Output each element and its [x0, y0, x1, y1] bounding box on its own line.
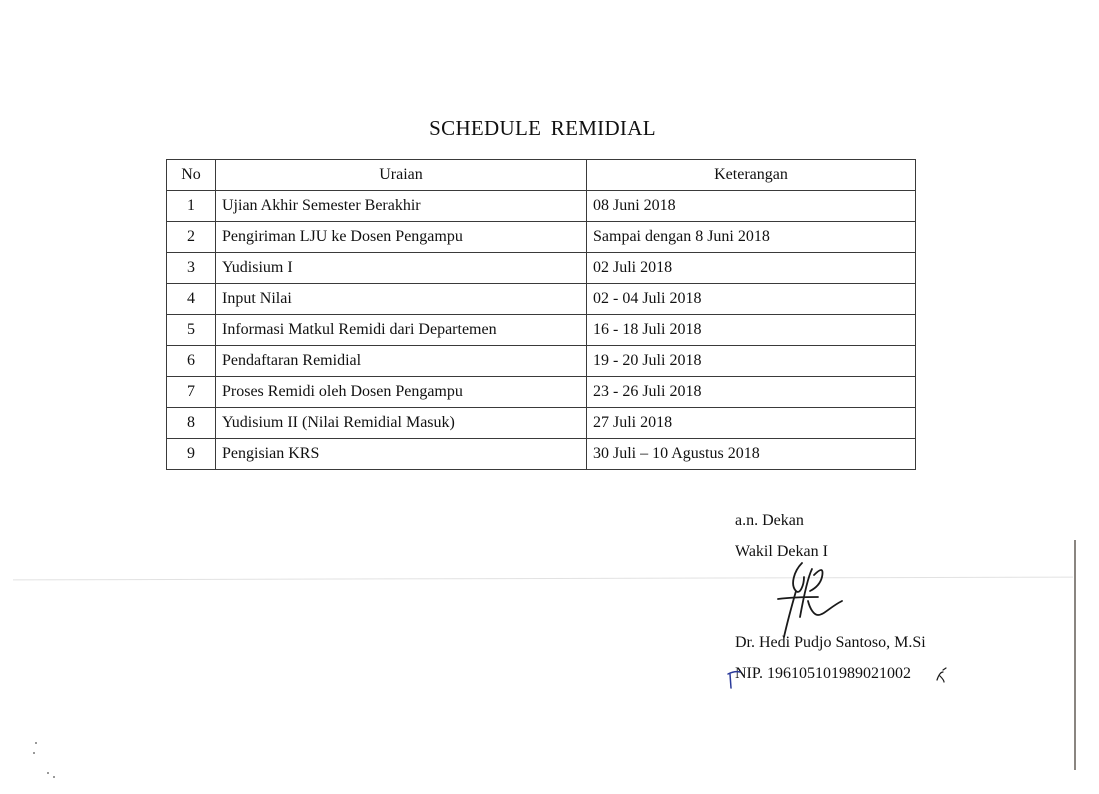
schedule-table [166, 159, 916, 470]
scan-speck [47, 772, 49, 774]
cell-no: 2 [167, 222, 216, 253]
cell-keterangan: 19 - 20 Juli 2018 [587, 346, 916, 377]
cell-no: 9 [167, 439, 216, 470]
cell-no: 1 [167, 191, 216, 222]
table-row [167, 377, 916, 408]
cell-keterangan: 02 Juli 2018 [587, 253, 916, 284]
table-row [167, 346, 916, 377]
cell-keterangan: Sampai dengan 8 Juni 2018 [587, 222, 916, 253]
header-keterangan: Keterangan [587, 160, 916, 191]
handwritten-signature-icon [770, 555, 860, 645]
cell-uraian: Informasi Matkul Remidi dari Departemen [216, 315, 587, 346]
signatory-name: Dr. Hedi Pudjo Santoso, M.Si [735, 634, 926, 651]
table-row [167, 315, 916, 346]
cell-keterangan: 23 - 26 Juli 2018 [587, 377, 916, 408]
cell-uraian: Proses Remidi oleh Dosen Pengampu [216, 377, 587, 408]
signatory-nip: NIP. 196105101989021002 [735, 665, 912, 682]
table-header-row [167, 160, 916, 191]
cell-uraian: Yudisium II (Nilai Remidial Masuk) [216, 408, 587, 439]
cell-uraian: Pengiriman LJU ke Dosen Pengampu [216, 222, 587, 253]
cell-no: 6 [167, 346, 216, 377]
cell-keterangan: 08 Juni 2018 [587, 191, 916, 222]
position-label: Wakil Dekan I [735, 543, 828, 560]
cell-no: 4 [167, 284, 216, 315]
cell-uraian: Input Nilai [216, 284, 587, 315]
scan-artifact-edge [1074, 540, 1076, 770]
table-row [167, 284, 916, 315]
scan-speck [33, 752, 35, 754]
ink-tick-icon [726, 668, 742, 690]
table-row [167, 222, 916, 253]
page-title: SCHEDULE REMIDIAL [429, 116, 656, 140]
cell-no: 5 [167, 315, 216, 346]
header-no: No [167, 160, 216, 191]
ink-paraf-icon [934, 666, 948, 684]
cell-uraian: Ujian Akhir Semester Berakhir [216, 191, 587, 222]
table-row [167, 408, 916, 439]
cell-keterangan: 30 Juli – 10 Agustus 2018 [587, 439, 916, 470]
cell-no: 8 [167, 408, 216, 439]
table-row [167, 191, 916, 222]
cell-uraian: Pendaftaran Remidial [216, 346, 587, 377]
table-row [167, 439, 916, 470]
cell-no: 3 [167, 253, 216, 284]
cell-uraian: Yudisium I [216, 253, 587, 284]
cell-no: 7 [167, 377, 216, 408]
scan-speck [35, 742, 37, 744]
cell-keterangan: 02 - 04 Juli 2018 [587, 284, 916, 315]
cell-keterangan: 16 - 18 Juli 2018 [587, 315, 916, 346]
cell-keterangan: 27 Juli 2018 [587, 408, 916, 439]
on-behalf-label: a.n. Dekan [735, 512, 804, 529]
scan-speck [53, 776, 55, 778]
table-row [167, 253, 916, 284]
cell-uraian: Pengisian KRS [216, 439, 587, 470]
header-uraian: Uraian [216, 160, 587, 191]
